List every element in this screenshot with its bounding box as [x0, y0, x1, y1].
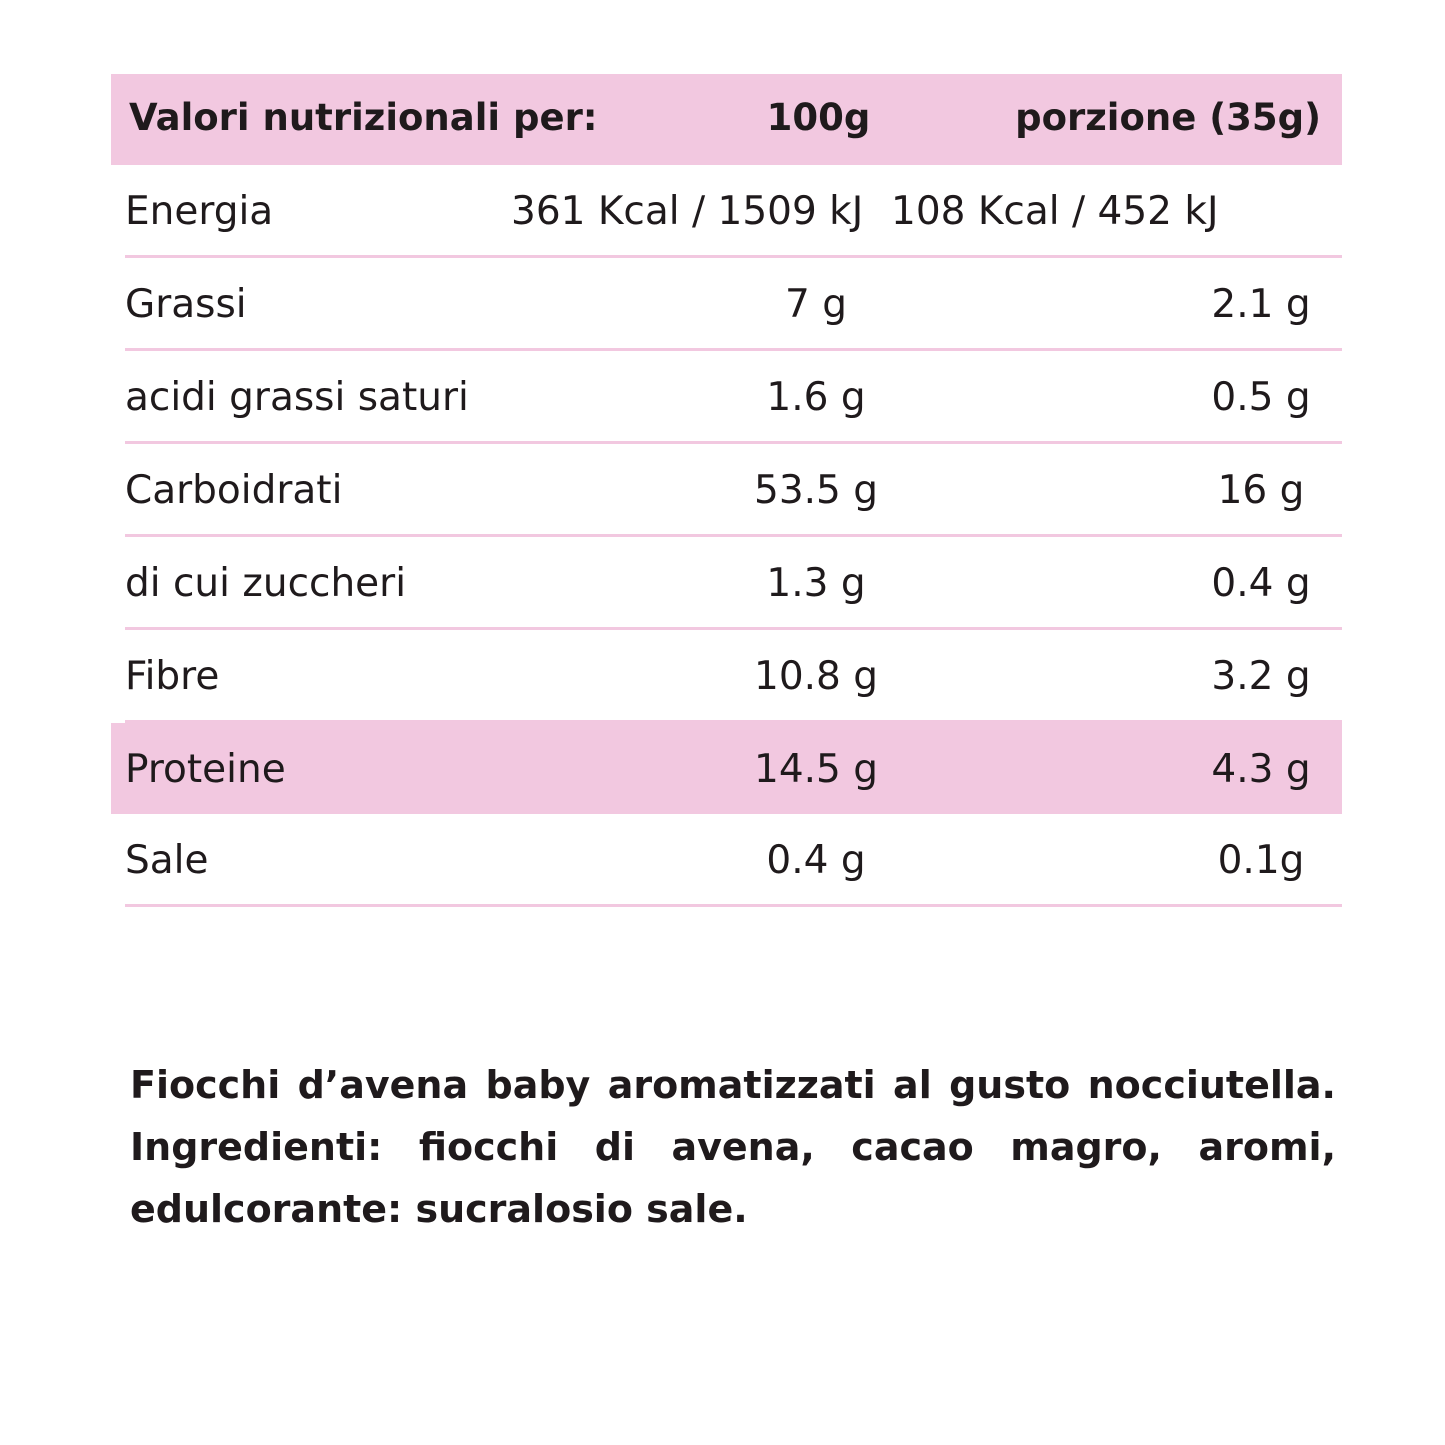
table-row-energia — [111, 165, 1342, 258]
value-per-100g: 361 Kcal / 1509 kJ — [511, 189, 864, 234]
nutrient-name: Carboidrati — [125, 468, 343, 513]
value-per-100g: 10.8 g — [754, 654, 878, 699]
value-per-100g: 1.6 g — [766, 375, 866, 420]
value-per-100g: 7 g — [785, 282, 847, 327]
value-per-portion: 108 Kcal / 452 kJ — [891, 189, 1219, 234]
table-row-carboidrati — [111, 444, 1342, 537]
table-row-fibre — [111, 630, 1342, 723]
nutrient-name: Proteine — [125, 747, 286, 792]
value-per-portion: 3.2 g — [1211, 654, 1311, 699]
header-portion: porzione (35g) — [1015, 96, 1321, 139]
value-per-100g: 0.4 g — [766, 838, 866, 883]
nutrient-name: Grassi — [125, 282, 247, 327]
nutrient-name: acidi grassi saturi — [125, 375, 469, 420]
table-row-zuccheri — [111, 537, 1342, 630]
header-100g: 100g — [766, 96, 871, 139]
nutrition-table — [111, 74, 1342, 907]
table-row-acidi-grassi-saturi — [111, 351, 1342, 444]
table-row-sale — [111, 814, 1342, 907]
table-header — [111, 74, 1342, 165]
nutrient-name: Energia — [125, 189, 274, 234]
table-row-proteine — [111, 723, 1342, 814]
ingredients-text: Fiocchi d’avena baby aromatizzati al gusto nocciutella. Ingredienti: fiocchi di avena, cacao magro, aromi, edulcorante: sucralosio sale. — [130, 1063, 1336, 1231]
table-row-grassi — [111, 258, 1342, 351]
value-per-portion: 0.4 g — [1211, 561, 1311, 606]
value-per-100g: 14.5 g — [754, 747, 878, 792]
nutrient-name: Sale — [125, 838, 209, 883]
nutrient-name: Fibre — [125, 654, 220, 699]
header-label: Valori nutrizionali per: — [129, 96, 598, 139]
value-per-portion: 0.1g — [1217, 838, 1305, 883]
value-per-portion: 0.5 g — [1211, 375, 1311, 420]
value-per-portion: 2.1 g — [1211, 282, 1311, 327]
value-per-portion: 16 g — [1217, 468, 1305, 513]
nutrient-name: di cui zuccheri — [125, 561, 407, 606]
value-per-100g: 53.5 g — [754, 468, 878, 513]
value-per-100g: 1.3 g — [766, 561, 866, 606]
value-per-portion: 4.3 g — [1211, 747, 1311, 792]
